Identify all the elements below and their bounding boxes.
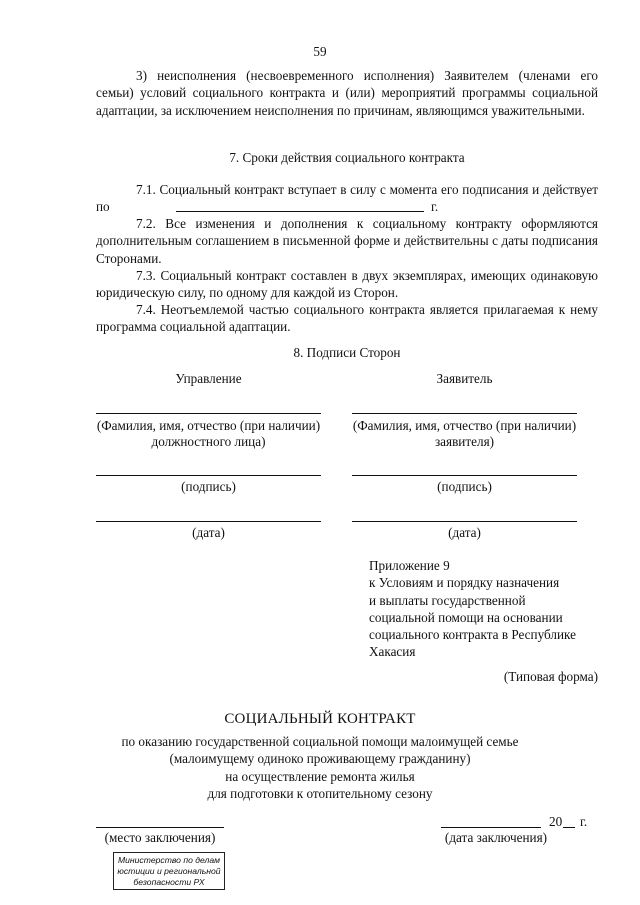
contract-subtitle xyxy=(50,733,590,802)
paragraph-7-2: 7.2. Все изменения и дополнения к социальному контракту оформляются дополнительным соглашением в письменной форме и действительны с даты подписания Сторонами. xyxy=(96,216,598,266)
contract-subtitle-line: на осуществление ремонта жилья xyxy=(225,768,415,784)
place-caption: (место заключения) xyxy=(104,830,216,845)
registration-stamp xyxy=(113,852,225,890)
paragraph-7-4: 7.4. Неотъемлемой частью социального контракта является прилагаемая к нему программа социальной адаптации. xyxy=(96,302,598,335)
appendix-line: Хакасия xyxy=(369,644,416,660)
right-date-line xyxy=(352,521,577,522)
section-7-heading: 7. Сроки действия социального контракта xyxy=(229,150,465,165)
right-date-caption: (дата) xyxy=(448,525,481,540)
stamp-line: Министерство по делам xyxy=(117,855,221,865)
left-name-caption: (Фамилия, имя, отчество (при наличии) должностного лица) xyxy=(96,418,321,449)
form-type-label: (Типовая форма) xyxy=(503,669,598,684)
left-date-caption: (дата) xyxy=(192,525,225,540)
contract-subtitle-line: для подготовки к отопительному сезону xyxy=(207,785,433,801)
right-name-caption: (Фамилия, имя, отчество (при наличии) заявителя) xyxy=(352,418,577,449)
stamp-line: юстиции и региональной xyxy=(117,866,221,876)
contract-date-line xyxy=(441,827,541,828)
paragraph-7-3: 7.3. Социальный контракт составлен в двух экземплярах, имеющих одинаковую юридическую силу, по одному для каждой из Сторон. xyxy=(96,268,598,301)
valid-until-line xyxy=(176,211,424,212)
appendix-line: социальной помощи на основании xyxy=(369,609,563,625)
appendix-title: Приложение 9 xyxy=(369,558,450,573)
contract-title: СОЦИАЛЬНЫЙ КОНТРАКТ xyxy=(224,711,416,727)
paragraph-item-3: 3) неисполнения (несвоевременного исполнения) Заявителем (членами его семьи) условий социального контракта и (или) мероприятий программы социальной адаптации, за исключением неисполнения по причинам, являющимся уважительными. xyxy=(96,68,598,118)
left-party-label: Управление xyxy=(175,371,242,386)
appendix-line: социального контракта в Республике xyxy=(369,627,576,643)
contract-subtitle-line: (малоимущему одиноко проживающему гражданину) xyxy=(169,751,471,767)
contract-subtitle-line: по оказанию государственной социальной помощи малоимущей семье xyxy=(121,734,519,749)
appendix-line: и выплаты государственной xyxy=(369,592,526,608)
contract-date-caption: (дата заключения) xyxy=(444,830,548,845)
valid-until-year-suffix: г. xyxy=(431,199,439,214)
stamp-line: безопасности РХ xyxy=(133,877,205,887)
left-date-line xyxy=(96,521,321,522)
page-number: 59 xyxy=(313,44,327,59)
right-signature-line xyxy=(352,475,577,476)
contract-year-suffix: г. xyxy=(580,814,588,829)
right-signature-caption: (подпись) xyxy=(437,479,492,494)
right-party-label: Заявитель xyxy=(436,371,493,386)
left-signature-line xyxy=(96,475,321,476)
left-signature-caption: (подпись) xyxy=(181,479,236,494)
appendix-block xyxy=(369,557,576,661)
contract-year-line xyxy=(563,827,575,828)
contract-year-prefix: 20 xyxy=(549,814,563,829)
paragraph-7-1-text: 7.1. Социальный контракт вступает в силу с момента его подписания и действует по xyxy=(96,182,598,215)
appendix-line: к Условиям и порядку назначения xyxy=(369,575,560,591)
left-name-line xyxy=(96,413,321,414)
place-line xyxy=(96,827,224,828)
right-name-line xyxy=(352,413,577,414)
section-8-heading: 8. Подписи Сторон xyxy=(293,345,401,360)
